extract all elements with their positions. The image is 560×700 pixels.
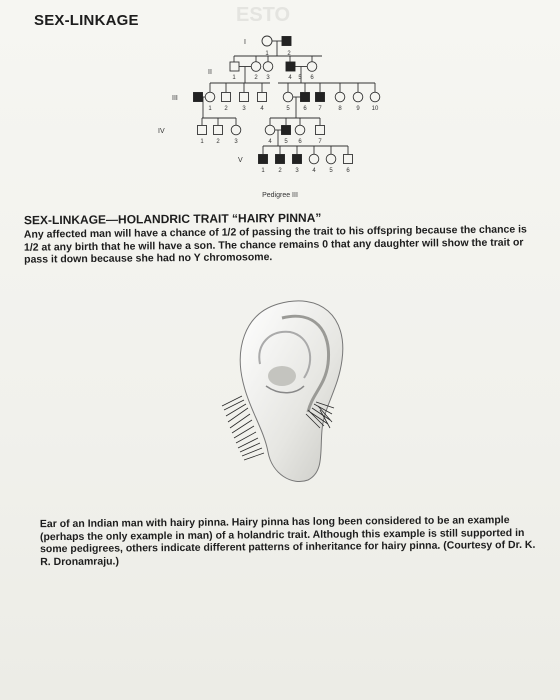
pedigree-individual-number: 6 xyxy=(310,75,314,81)
pedigree-individual-number: 1 xyxy=(208,106,212,112)
generation-label: I xyxy=(244,39,246,46)
pedigree-individual-number: 6 xyxy=(298,139,302,145)
pedigree-individual-number: 1 xyxy=(232,75,236,81)
generation-label: IV xyxy=(158,128,165,135)
pedigree-individual-number: 2 xyxy=(254,75,258,81)
pedigree-individual-number: 1 xyxy=(265,51,269,57)
pedigree-individual-number: 2 xyxy=(216,139,220,145)
pedigree-individual-number: 5 xyxy=(329,168,333,174)
pedigree-individual-number: 3 xyxy=(234,139,238,145)
pedigree-individual-number: 6 xyxy=(303,106,307,112)
pedigree-individual-number: 1 xyxy=(261,168,265,174)
pedigree-individual-number: 5 xyxy=(298,75,302,81)
pedigree-individual-number: 4 xyxy=(268,139,272,145)
pedigree-individual-number: 3 xyxy=(295,168,299,174)
pedigree-individual-number: 5 xyxy=(284,139,288,145)
pedigree-individual-number: 10 xyxy=(371,106,379,112)
pedigree-individual-number: 4 xyxy=(312,168,316,174)
pedigree-caption: Pedigree III xyxy=(262,192,298,199)
pedigree-individual-number: 3 xyxy=(266,75,270,81)
generation-label: V xyxy=(238,157,243,164)
figure-caption: Ear of an Indian man with hairy pinna. Hairy pinna has long been considered to be an example (perhaps the only example in man) of a holandric trait. Although this example is still supported in some pedigrees, others indicate different patterns of inheritance for hairy pinna. (Courtesy of Dr. K. R. Dronamraju.) xyxy=(39,514,536,568)
pedigree-individual-number: 6 xyxy=(346,168,350,174)
pedigree-individual-number: 9 xyxy=(356,106,360,112)
pedigree-individual-number: 4 xyxy=(288,75,292,81)
pedigree-female-symbol xyxy=(262,36,272,46)
pedigree-chart xyxy=(150,28,400,204)
generation-label: II xyxy=(208,69,212,76)
pedigree-individual-number: 2 xyxy=(287,51,291,57)
pedigree-individual-number: 2 xyxy=(224,106,228,112)
pedigree-individual-number: 4 xyxy=(260,106,264,112)
pedigree-individual-number: 1 xyxy=(200,139,204,145)
section-heading: SEX-LINKAGE—HOLANDRIC TRAIT “HAIRY PINNA” xyxy=(23,210,322,228)
pedigree-individual-number: 7 xyxy=(318,139,322,145)
ear-illustration xyxy=(220,290,360,485)
pedigree-individual-number: 3 xyxy=(242,106,246,112)
page-title: SEX-LINKAGE xyxy=(34,12,139,29)
pedigree-individual-number: 7 xyxy=(318,106,322,112)
bleed-through-watermark: ESTO xyxy=(236,4,291,26)
section-paragraph: Any affected man will have a chance of 1/2 of passing the trait to his offspring because the chance is 1/2 at any birth that he will have a son. The chance remains 0 that any daughter will show the trait or pass it down because she had no Y chromosome. xyxy=(23,223,527,266)
generation-label: III xyxy=(172,95,178,102)
pedigree-individual-number: 2 xyxy=(278,168,282,174)
pedigree-individual-number: 5 xyxy=(286,106,290,112)
pedigree-individual-number: 8 xyxy=(338,106,342,112)
